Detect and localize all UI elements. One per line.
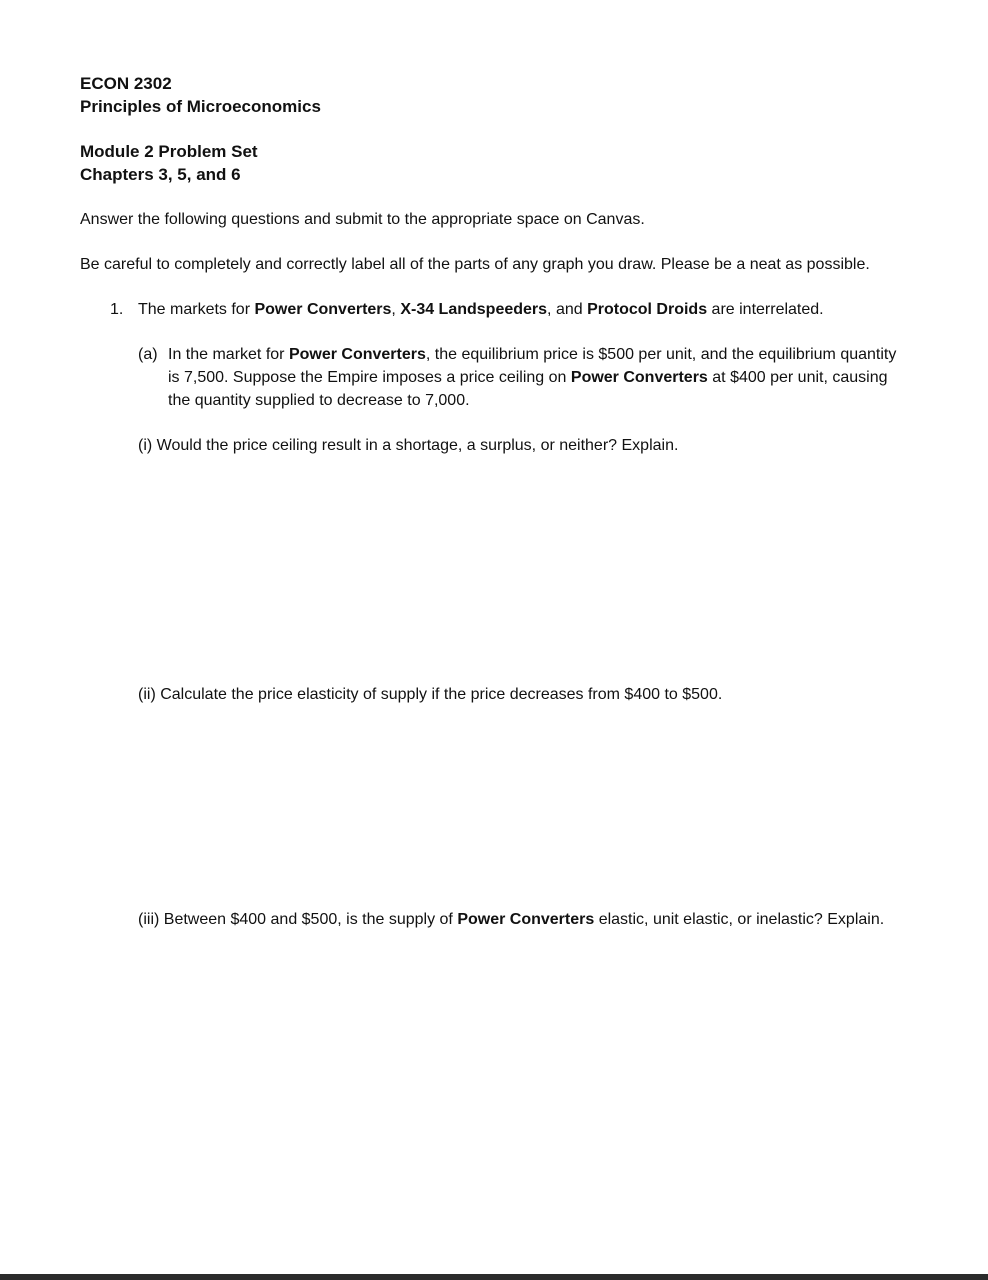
sub-iii-text-2: elastic, unit elastic, or inelastic? Explain. [594,911,885,928]
part-a-text-1: In the market for [168,346,289,363]
question-1-text-2: , [391,301,401,318]
question-1 [80,298,900,321]
question-1-number: 1. [110,301,124,318]
problem-set-header [80,140,900,186]
sub-question-ii: (ii) Calculate the price elasticity of supply if the price decreases from $400 to $500. [138,686,723,703]
chapters-line: Chapters 3, 5, and 6 [80,165,241,184]
question-1-text-3: , and [547,301,588,318]
sub-iii-text-1: (iii) Between $400 and $500, is the supply of [138,911,458,928]
part-a-bold-1: Power Converters [288,346,426,363]
course-title: Principles of Microeconomics [80,97,321,116]
part-a [80,343,900,412]
instruction-submit: Answer the following questions and submit to the appropriate space on Canvas. [80,211,645,228]
part-a-label: (a) [138,346,158,363]
problem-set-title: Module 2 Problem Set [80,142,258,161]
course-header [80,72,900,118]
question-1-bold-landspeeders: X-34 Landspeeders [400,301,548,318]
question-1-bold-power-converters: Power Converters [254,301,392,318]
part-a-bold-2: Power Converters [570,369,708,386]
sub-iii-bold-1: Power Converters [457,911,595,928]
question-1-text-4: are interrelated. [707,301,824,318]
sub-question-iii [138,908,900,931]
question-1-text-1: The markets for [138,301,255,318]
instruction-graph: Be careful to completely and correctly label all of the parts of any graph you draw. Please be a neat as possible. [80,256,870,273]
course-code: ECON 2302 [80,74,172,93]
part-a-text-3: at $400 per unit, causing the quantity supplied to decrease to 7,000. [168,369,888,409]
document-page [80,72,900,931]
question-1-bold-protocol-droids: Protocol Droids [587,301,708,318]
bottom-edge-bar [0,1274,988,1280]
sub-question-i: (i) Would the price ceiling result in a shortage, a surplus, or neither? Explain. [138,437,679,454]
part-a-text-2: , the equilibrium price is $500 per unit, and the equilibrium quantity is 7,500. Suppose the Empire imposes a price ceiling on [168,346,897,386]
